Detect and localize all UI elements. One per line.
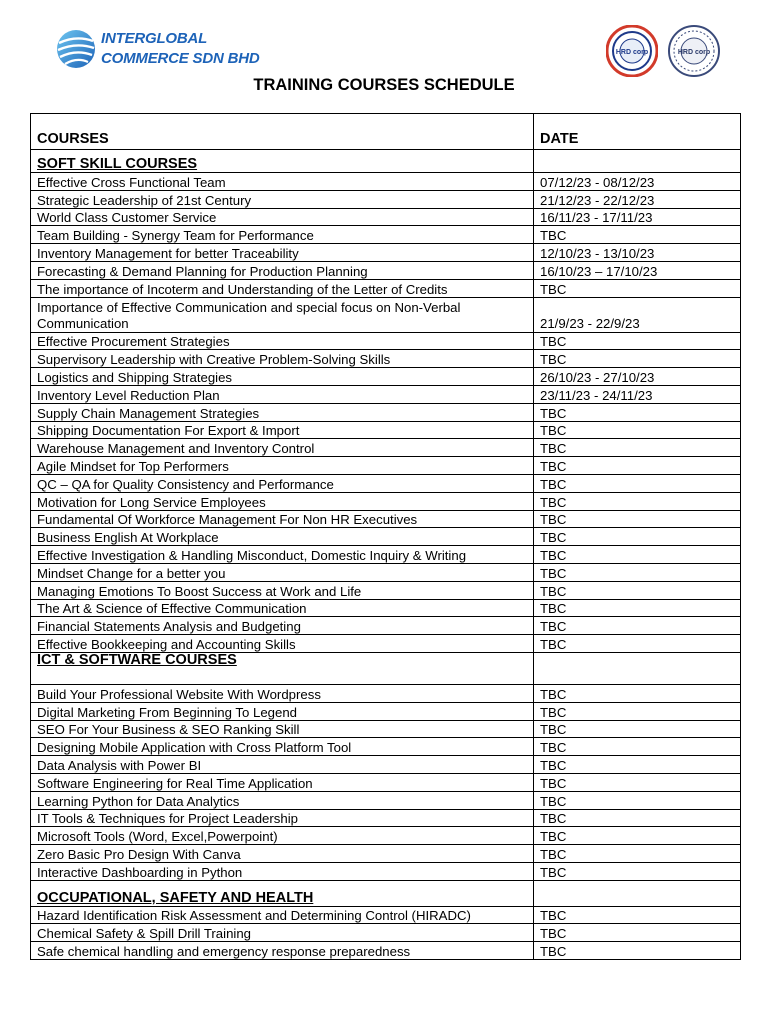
- table-row: [31, 546, 741, 564]
- table-row: [31, 173, 741, 191]
- course-name: Supply Chain Management Strategies: [31, 403, 534, 421]
- table-row: [31, 421, 741, 439]
- table-row: [31, 332, 741, 350]
- course-date: TBC: [534, 617, 741, 635]
- course-date: TBC: [534, 809, 741, 827]
- course-name: Inventory Management for better Traceability: [31, 244, 534, 262]
- course-date: 23/11/23 - 24/11/23: [534, 385, 741, 403]
- table-row: [31, 510, 741, 528]
- company-logo: [55, 27, 260, 73]
- table-row: [31, 809, 741, 827]
- course-date: 16/10/23 – 17/10/23: [534, 261, 741, 279]
- section-row-soft-skill: [31, 150, 741, 173]
- course-date: TBC: [534, 862, 741, 880]
- table-row: [31, 599, 741, 617]
- table-row: [31, 385, 741, 403]
- section-row-osh: [31, 880, 741, 906]
- table-row: [31, 791, 741, 809]
- course-name: Strategic Leadership of 21st Century: [31, 190, 534, 208]
- course-date: TBC: [534, 332, 741, 350]
- course-name: Learning Python for Data Analytics: [31, 791, 534, 809]
- course-date: TBC: [534, 924, 741, 942]
- course-date: TBC: [534, 403, 741, 421]
- badge-right-label: HRD corp: [677, 49, 711, 56]
- schedule-table: [30, 113, 741, 960]
- course-name: Software Engineering for Real Time Application: [31, 773, 534, 791]
- course-date: TBC: [534, 720, 741, 738]
- table-row: [31, 773, 741, 791]
- course-name: Effective Bookkeeping and Accounting Skills: [31, 635, 534, 653]
- course-date: TBC: [534, 845, 741, 863]
- course-date: TBC: [534, 492, 741, 510]
- course-name: Importance of Effective Communication and special focus on Non-Verbal Communication: [31, 297, 534, 332]
- course-name: Effective Cross Functional Team: [31, 173, 534, 191]
- table-row: [31, 439, 741, 457]
- course-name: The importance of Incoterm and Understanding of the Letter of Credits: [31, 279, 534, 297]
- table-row: [31, 226, 741, 244]
- table-row: [31, 738, 741, 756]
- header-courses: COURSES: [31, 114, 534, 150]
- course-name: Shipping Documentation For Export & Import: [31, 421, 534, 439]
- course-date: TBC: [534, 528, 741, 546]
- section-title: ICT & SOFTWARE COURSES: [37, 652, 237, 668]
- course-date: TBC: [534, 510, 741, 528]
- course-name: Team Building - Synergy Team for Performance: [31, 226, 534, 244]
- course-date: TBC: [534, 684, 741, 702]
- course-date: TBC: [534, 421, 741, 439]
- table-row: [31, 756, 741, 774]
- course-name: Interactive Dashboarding in Python: [31, 862, 534, 880]
- course-name: Warehouse Management and Inventory Control: [31, 439, 534, 457]
- table-row: [31, 684, 741, 702]
- table-row: [31, 563, 741, 581]
- table-row: [31, 279, 741, 297]
- table-row: [31, 845, 741, 863]
- course-date: TBC: [534, 350, 741, 368]
- course-name: Hazard Identification Risk Assessment and Determining Control (HIRADC): [31, 906, 534, 924]
- table-row: [31, 474, 741, 492]
- course-date: TBC: [534, 942, 741, 960]
- table-row: [31, 261, 741, 279]
- course-date: TBC: [534, 756, 741, 774]
- globe-logo-icon: [55, 27, 97, 71]
- course-name: Safe chemical handling and emergency response preparedness: [31, 942, 534, 960]
- course-name: QC – QA for Quality Consistency and Performance: [31, 474, 534, 492]
- table-row: [31, 368, 741, 386]
- course-date: TBC: [534, 474, 741, 492]
- course-name: Business English At Workplace: [31, 528, 534, 546]
- table-row: [31, 208, 741, 226]
- course-name: Mindset Change for a better you: [31, 563, 534, 581]
- header-date: DATE: [534, 114, 741, 150]
- table-row: [31, 528, 741, 546]
- course-date: TBC: [534, 439, 741, 457]
- course-name: Digital Marketing From Beginning To Legend: [31, 702, 534, 720]
- company-name-line1: INTERGLOBAL: [101, 30, 208, 47]
- course-name: The Art & Science of Effective Communication: [31, 599, 534, 617]
- table-row: [31, 862, 741, 880]
- course-date: TBC: [534, 702, 741, 720]
- table-row: [31, 403, 741, 421]
- section-title: OCCUPATIONAL, SAFETY AND HEALTH: [37, 889, 314, 906]
- course-date: TBC: [534, 457, 741, 475]
- course-name: Inventory Level Reduction Plan: [31, 385, 534, 403]
- table-row: [31, 581, 741, 599]
- course-date: TBC: [534, 546, 741, 564]
- page-title: TRAINING COURSES SCHEDULE: [253, 76, 515, 94]
- course-date: TBC: [534, 791, 741, 809]
- table-row: [31, 457, 741, 475]
- course-name: SEO For Your Business & SEO Ranking Skill: [31, 720, 534, 738]
- table-row: [31, 492, 741, 510]
- table-header-row: [31, 114, 741, 150]
- course-name: Microsoft Tools (Word, Excel,Powerpoint): [31, 827, 534, 845]
- course-name: Managing Emotions To Boost Success at Work and Life: [31, 581, 534, 599]
- course-date: TBC: [534, 563, 741, 581]
- course-date: 16/11/23 - 17/11/23: [534, 208, 741, 226]
- table-row: [31, 720, 741, 738]
- table-row: [31, 297, 741, 332]
- table-row: [31, 942, 741, 960]
- table-row: [31, 244, 741, 262]
- company-name-line2: COMMERCE SDN BHD: [101, 50, 260, 67]
- course-date: TBC: [534, 827, 741, 845]
- course-name: Agile Mindset for Top Performers: [31, 457, 534, 475]
- hrd-corp-badge-icon: [606, 25, 658, 77]
- course-name: Forecasting & Demand Planning for Production Planning: [31, 261, 534, 279]
- course-date: TBC: [534, 226, 741, 244]
- course-date: TBC: [534, 581, 741, 599]
- course-name: Effective Procurement Strategies: [31, 332, 534, 350]
- course-name: Chemical Safety & Spill Drill Training: [31, 924, 534, 942]
- section-row-ict: [31, 652, 741, 684]
- course-date: 12/10/23 - 13/10/23: [534, 244, 741, 262]
- table-row: [31, 617, 741, 635]
- course-date: 21/12/23 - 22/12/23: [534, 190, 741, 208]
- course-name: Fundamental Of Workforce Management For Non HR Executives: [31, 510, 534, 528]
- course-name: Effective Investigation & Handling Misconduct, Domestic Inquiry & Writing: [31, 546, 534, 564]
- course-name: Logistics and Shipping Strategies: [31, 368, 534, 386]
- hrd-corp-claimable-badge-icon: [668, 25, 720, 77]
- badge-left-label: HRD corp: [615, 49, 649, 56]
- table-row: [31, 924, 741, 942]
- course-date: 07/12/23 - 08/12/23: [534, 173, 741, 191]
- table-row: [31, 827, 741, 845]
- course-name: Motivation for Long Service Employees: [31, 492, 534, 510]
- table-row: [31, 906, 741, 924]
- course-date: TBC: [534, 635, 741, 653]
- course-date: TBC: [534, 906, 741, 924]
- certification-badges: [606, 25, 722, 77]
- course-date: TBC: [534, 738, 741, 756]
- table-row: [31, 350, 741, 368]
- table-row: [31, 190, 741, 208]
- course-date: TBC: [534, 773, 741, 791]
- course-name: World Class Customer Service: [31, 208, 534, 226]
- course-name: Data Analysis with Power BI: [31, 756, 534, 774]
- course-date: TBC: [534, 599, 741, 617]
- course-name: Zero Basic Pro Design With Canva: [31, 845, 534, 863]
- course-name: Financial Statements Analysis and Budgeting: [31, 617, 534, 635]
- course-date: 26/10/23 - 27/10/23: [534, 368, 741, 386]
- section-title: SOFT SKILL COURSES: [37, 156, 198, 172]
- course-name: Build Your Professional Website With Wordpress: [31, 684, 534, 702]
- table-row: [31, 702, 741, 720]
- table-row: [31, 635, 741, 653]
- course-date: TBC: [534, 279, 741, 297]
- course-name: IT Tools & Techniques for Project Leadership: [31, 809, 534, 827]
- course-date: 21/9/23 - 22/9/23: [534, 297, 741, 332]
- course-name: Designing Mobile Application with Cross Platform Tool: [31, 738, 534, 756]
- course-name: Supervisory Leadership with Creative Problem-Solving Skills: [31, 350, 534, 368]
- company-name: [101, 29, 259, 69]
